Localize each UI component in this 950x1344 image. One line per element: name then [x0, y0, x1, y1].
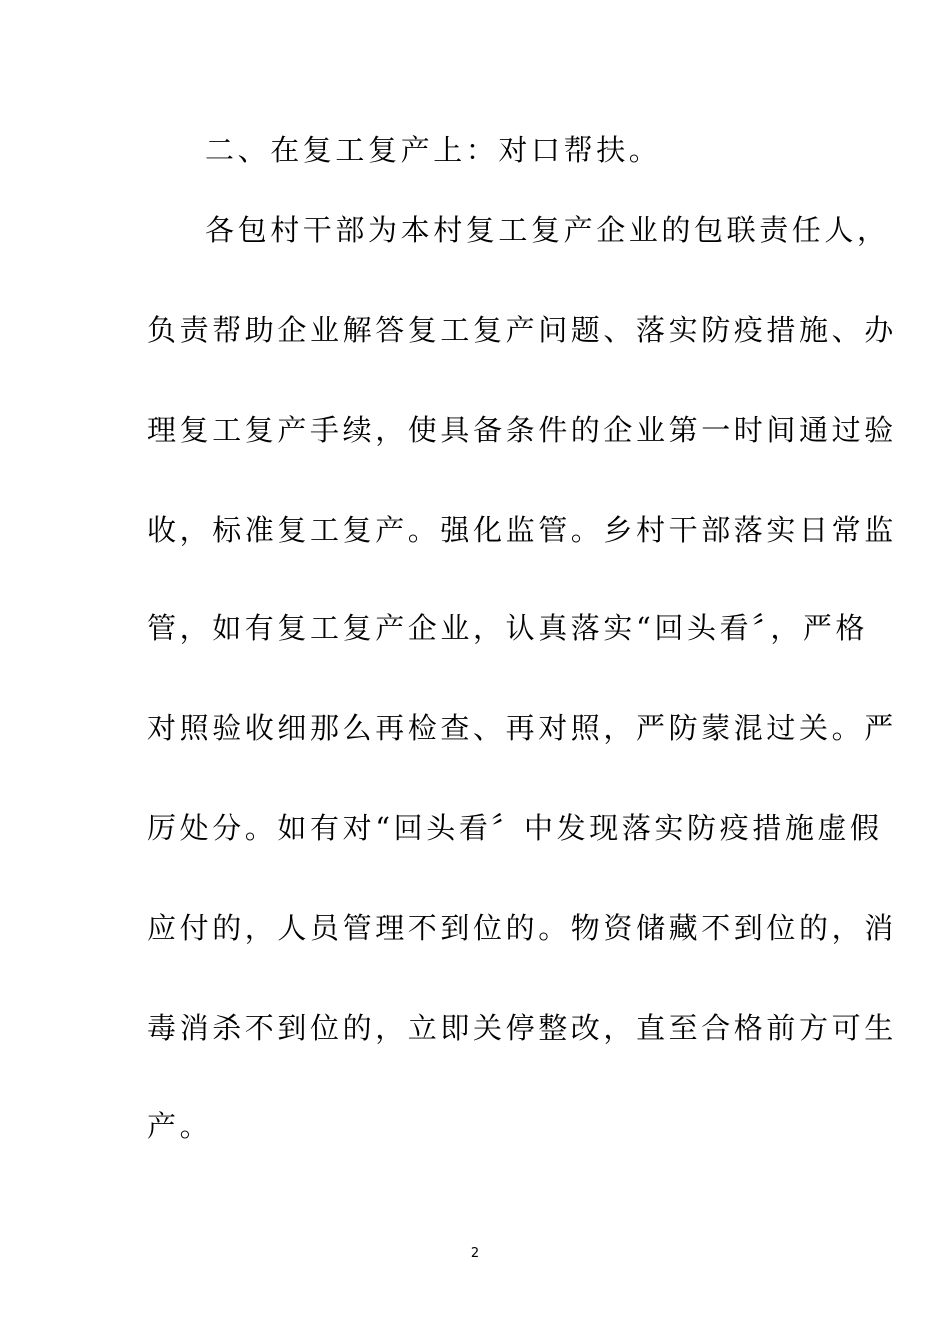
paragraph-line: 管，如有复工复产企业，认真落实“回头看〞，严格	[147, 611, 869, 645]
paragraph-line: 应付的，人员管理不到位的。物资储藏不到位的，消	[147, 911, 897, 945]
paragraph-line: 负责帮助企业解答复工复产问题、落实防疫措施、办	[147, 313, 897, 347]
paragraph-line: 理复工复产手续，使具备条件的企业第一时间通过验	[147, 413, 897, 447]
paragraph-line: 对照验收细那么再检查、再对照，严防蒙混过关。严	[147, 711, 897, 745]
paragraph-line: 厉处分。如有对“回头看〞中发现落实防疫措施虚假	[147, 811, 883, 845]
paragraph-line: 各包村干部为本村复工复产企业的包联责任人，	[205, 213, 890, 247]
paragraph-line: 产。	[147, 1109, 213, 1143]
paragraph-line: 收，标准复工复产。强化监管。乡村干部落实日常监	[147, 513, 897, 547]
paragraph-line: 毒消杀不到位的，立即关停整改，直至合格前方可生	[147, 1011, 897, 1045]
page-number: 2	[470, 1246, 480, 1261]
section-heading: 二、在复工复产上：对口帮扶。	[205, 133, 662, 167]
